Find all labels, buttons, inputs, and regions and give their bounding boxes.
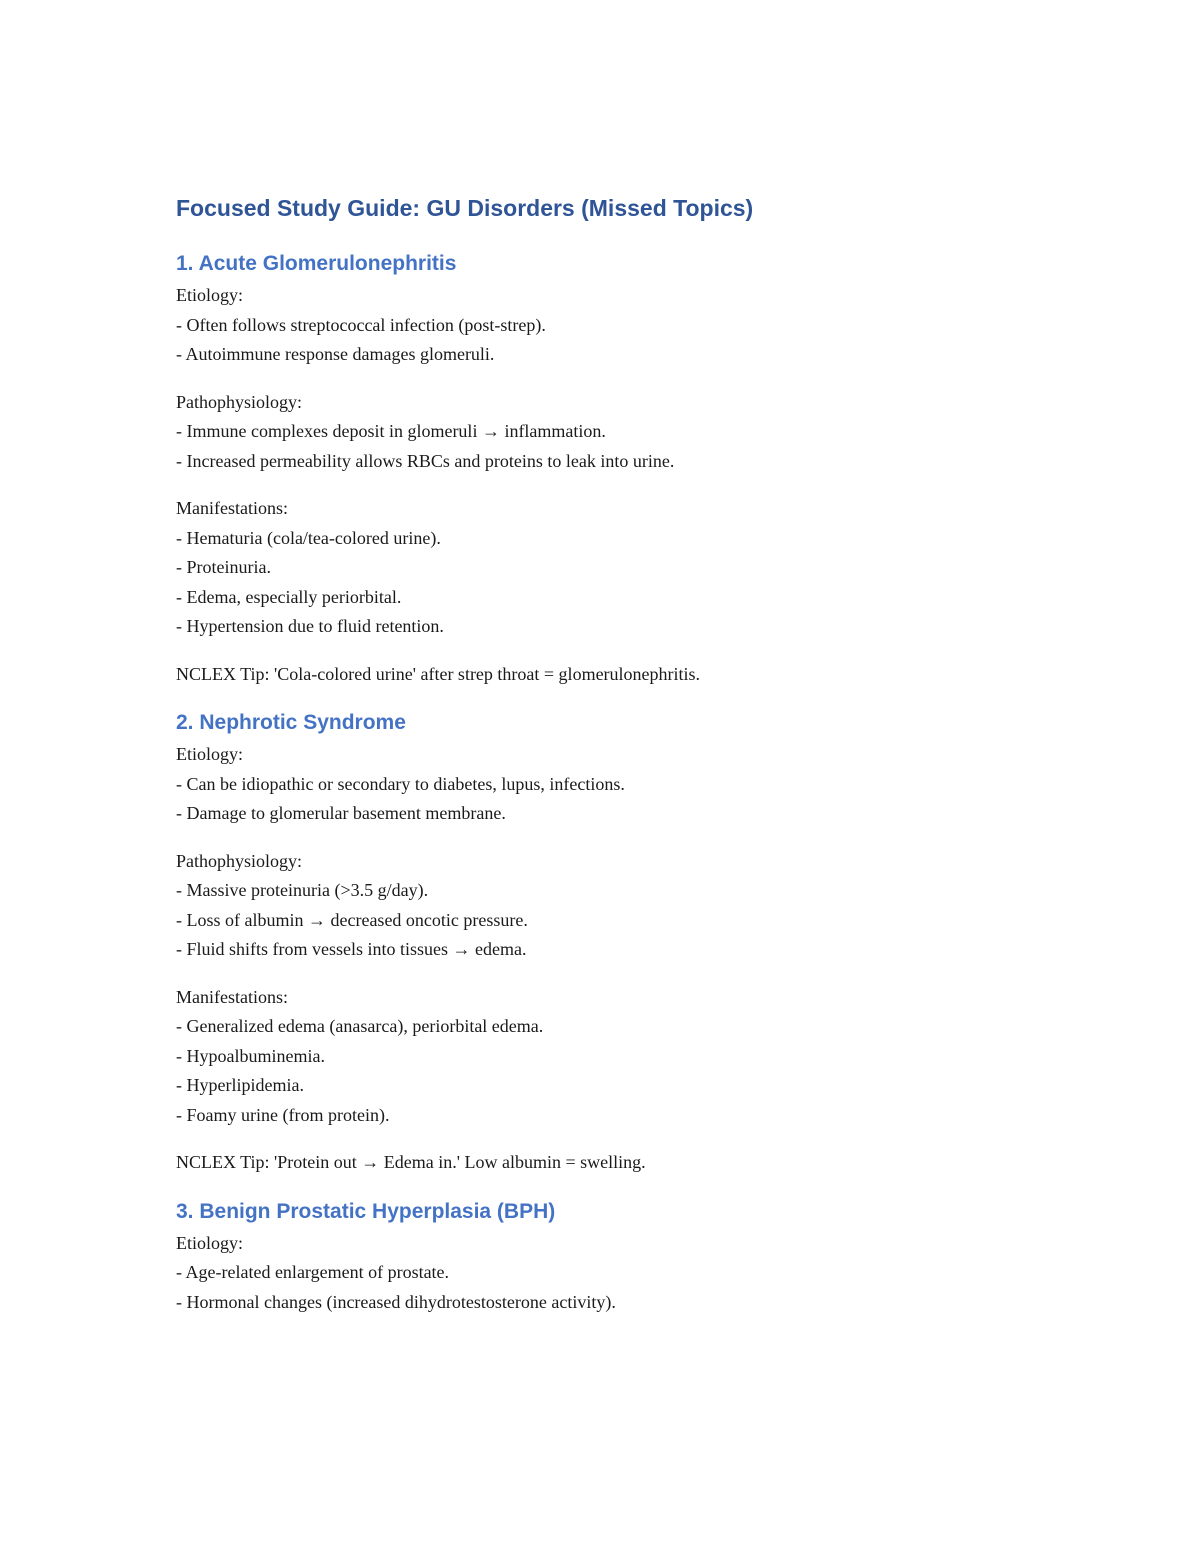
etiology-block	[176, 1229, 1056, 1318]
block-label: Pathophysiology:	[176, 850, 303, 871]
list-item: - Loss of albumin → decreased oncotic pressure.	[176, 909, 528, 930]
list-item: - Massive proteinuria (>3.5 g/day).	[176, 880, 429, 900]
section-bph	[176, 1195, 1056, 1318]
nclex-tip: NCLEX Tip: 'Cola-colored urine' after strep throat = glomerulonephritis.	[176, 663, 701, 684]
section-heading: 1. Acute Glomerulonephritis	[176, 252, 457, 275]
etiology-block	[176, 740, 1056, 829]
list-item: - Often follows streptococcal infection (post-strep).	[176, 314, 546, 335]
list-item: - Can be idiopathic or secondary to diabetes, lupus, infections.	[176, 773, 625, 794]
pathophysiology-block	[176, 847, 1056, 965]
etiology-block	[176, 281, 1056, 370]
section-acute-glomerulonephritis	[176, 247, 1056, 689]
list-item: - Proteinuria.	[176, 557, 271, 577]
document-body	[176, 191, 1056, 1317]
page-title: Focused Study Guide: GU Disorders (Missed Topics)	[176, 195, 754, 221]
block-label: Etiology:	[176, 744, 243, 764]
block-label: Manifestations:	[176, 498, 288, 518]
list-item: - Increased permeability allows RBCs and proteins to leak into urine.	[176, 450, 675, 471]
section-heading: 2. Nephrotic Syndrome	[176, 711, 406, 734]
list-item: - Edema, especially periorbital.	[176, 586, 402, 607]
list-item: - Generalized edema (anasarca), periorbital edema.	[176, 1016, 544, 1036]
block-label: Etiology:	[176, 285, 243, 305]
list-item: - Fluid shifts from vessels into tissues → edema.	[176, 939, 527, 959]
section-nephrotic-syndrome	[176, 706, 1056, 1178]
list-item: - Age-related enlargement of prostate.	[176, 1262, 450, 1282]
block-label: Pathophysiology:	[176, 391, 303, 412]
block-label: Etiology:	[176, 1232, 243, 1253]
list-item: - Hyperlipidemia.	[176, 1075, 304, 1095]
nclex-tip: NCLEX Tip: 'Protein out → Edema in.' Low albumin = swelling.	[176, 1152, 646, 1172]
manifestations-block	[176, 494, 1056, 642]
list-item: - Immune complexes deposit in glomeruli → inflammation.	[176, 421, 606, 441]
manifestations-block	[176, 983, 1056, 1131]
list-item: - Hormonal changes (increased dihydrotestosterone activity).	[176, 1291, 616, 1312]
list-item: - Hypertension due to fluid retention.	[176, 616, 444, 636]
list-item: - Autoimmune response damages glomeruli.	[176, 344, 495, 364]
list-item: - Hypoalbuminemia.	[176, 1045, 325, 1066]
list-item: - Damage to glomerular basement membrane.	[176, 803, 506, 823]
block-label: Manifestations:	[176, 986, 288, 1007]
list-item: - Foamy urine (from protein).	[176, 1104, 390, 1125]
list-item: - Hematuria (cola/tea-colored urine).	[176, 527, 441, 548]
pathophysiology-block	[176, 388, 1056, 477]
section-heading: 3. Benign Prostatic Hyperplasia (BPH)	[176, 1199, 556, 1223]
